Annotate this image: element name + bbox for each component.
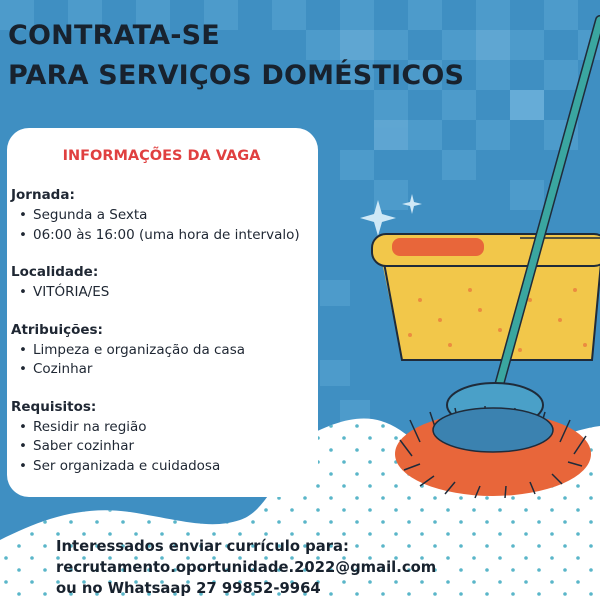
- contact-line1: Interessados enviar currículo para:: [56, 538, 349, 555]
- list-item: • VITÓRIA/ES: [11, 283, 318, 303]
- card-title: INFORMAÇÕES DA VAGA: [62, 148, 261, 164]
- section-atribuicoes: [11, 321, 318, 380]
- section-requisitos: [11, 398, 318, 477]
- section-jornada: [11, 186, 318, 245]
- contact-whatsapp: ou no Whatsaap 27 99852-9964: [56, 580, 321, 597]
- list-item: • 06:00 às 16:00 (uma hora de intervalo): [11, 226, 318, 246]
- bucket-icon: [372, 234, 600, 360]
- headline-line1: CONTRATA-SE: [8, 20, 220, 51]
- job-info-card: [7, 128, 318, 497]
- list-item: • Limpeza e organização da casa: [11, 341, 318, 361]
- list-item: • Ser organizada e cuidadosa: [11, 457, 318, 477]
- section-localidade: [11, 263, 318, 303]
- section-title: Atribuições:: [11, 321, 103, 338]
- section-title: Requisitos:: [11, 398, 97, 415]
- section-title: Localidade:: [11, 264, 99, 280]
- list-item: • Residir na região: [11, 418, 318, 438]
- section-list: [11, 283, 318, 303]
- section-title: Jornada:: [11, 187, 75, 203]
- contact-email: recrutamento.oportunidade.2022@gmail.com: [56, 559, 437, 576]
- list-item: • Segunda a Sexta: [11, 206, 318, 226]
- section-list: [11, 341, 318, 380]
- headline: [8, 16, 464, 96]
- list-item: • Cozinhar: [11, 360, 318, 380]
- headline-line2: PARA SERVIÇOS DOMÉSTICOS: [8, 60, 465, 91]
- section-list: [11, 418, 318, 477]
- list-item: • Saber cozinhar: [11, 437, 318, 457]
- contact-info: [56, 536, 436, 599]
- section-list: [11, 206, 318, 245]
